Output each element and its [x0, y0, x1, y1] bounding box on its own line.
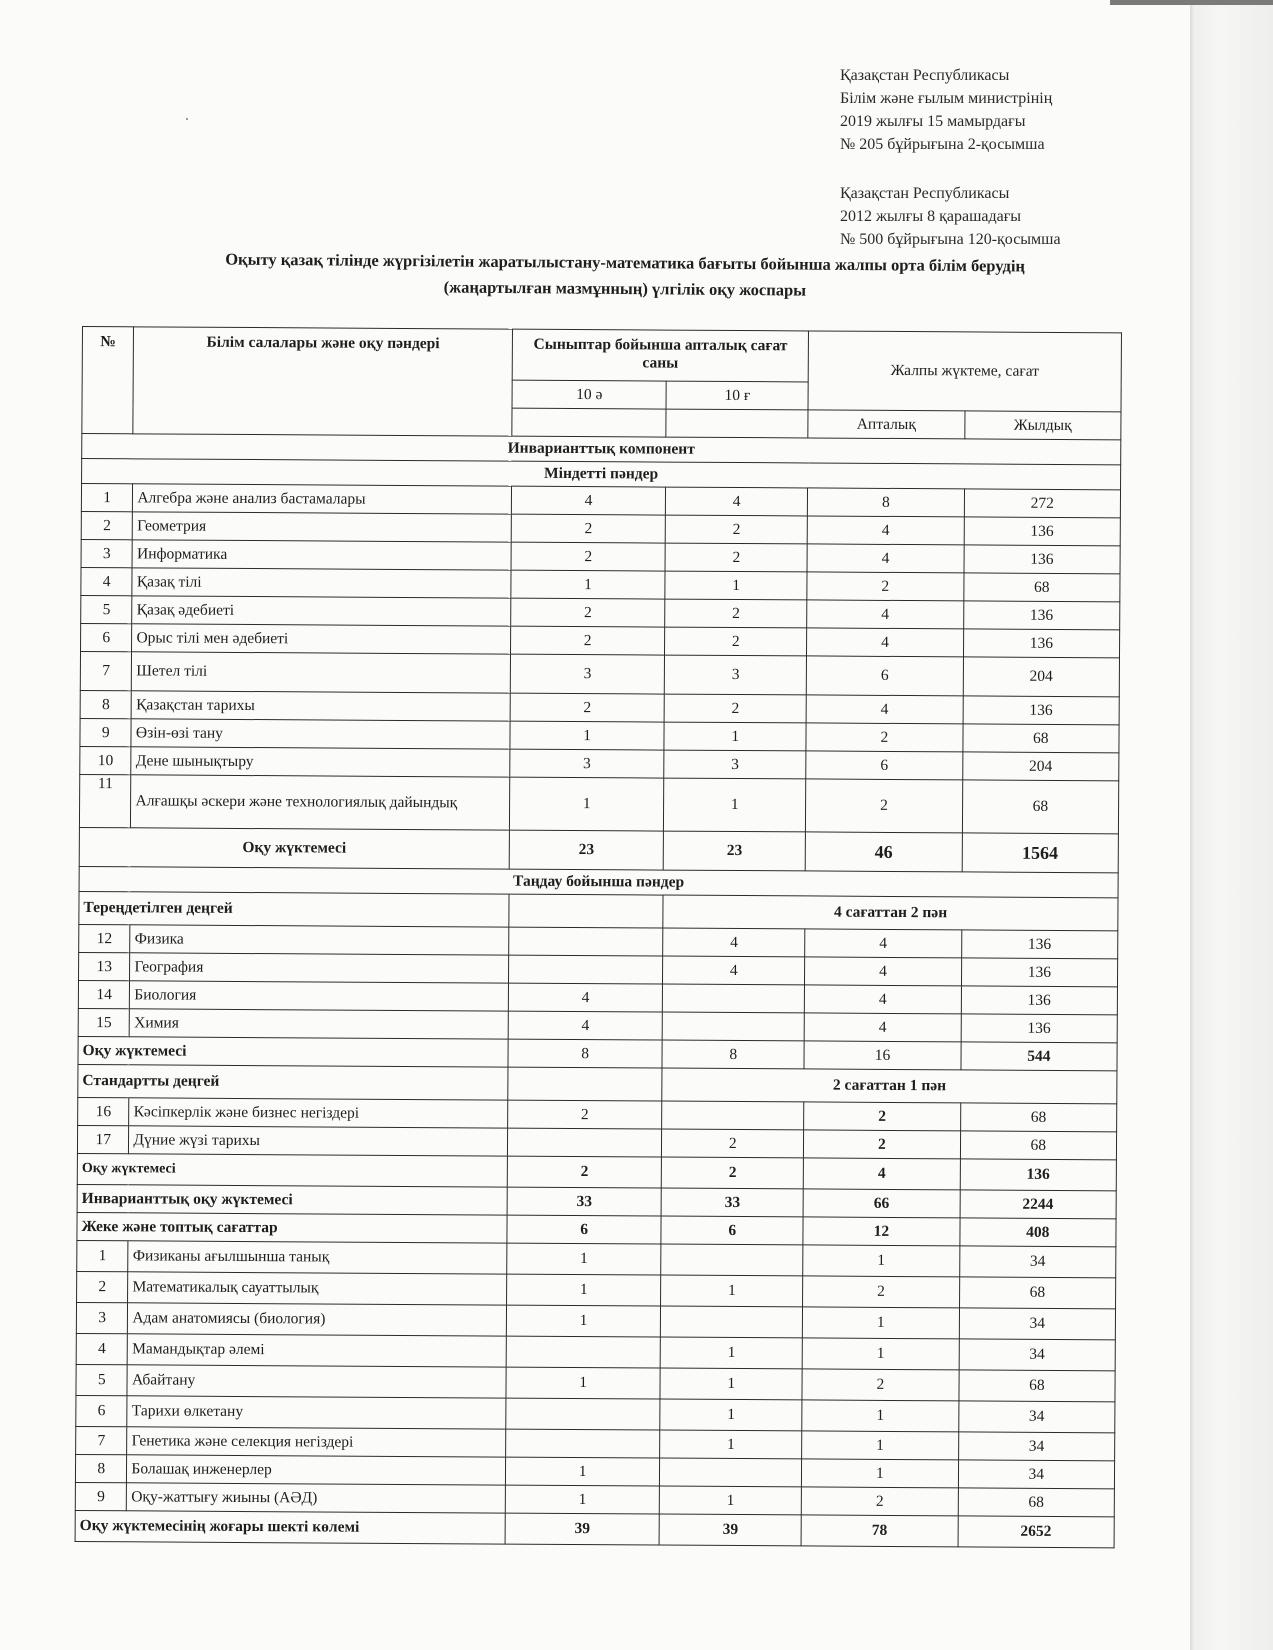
yearly-hours: 204 [962, 752, 1119, 781]
class-10a-hours: 4 [511, 486, 665, 515]
subject-name: Биология [130, 981, 509, 1011]
class-10g-hours: 3 [665, 655, 807, 695]
class-10g-total: 6 [661, 1216, 803, 1245]
standard-level-label: Стандартты деңгей [78, 1064, 508, 1100]
weekly-hours: 4 [807, 600, 964, 629]
subject-name: Орыс тілі мен әдебиеті [132, 624, 511, 654]
yearly-hours: 136 [961, 1014, 1118, 1043]
row-no: 13 [79, 952, 131, 980]
header-yearly: Жылдық [964, 411, 1121, 440]
class-10a-hours [506, 1398, 660, 1430]
scan-shadow [1110, 0, 1273, 5]
class-10g-total: 33 [661, 1188, 803, 1217]
yearly-hours: 34 [959, 1308, 1116, 1340]
weekly-hours: 2 [806, 723, 963, 752]
annex-note-2012 [840, 182, 1061, 251]
subject-name: Абайтану [127, 1365, 506, 1398]
class-10g-hours [661, 1244, 803, 1276]
yearly-total: 408 [959, 1218, 1116, 1247]
yearly-total: 544 [961, 1042, 1118, 1071]
row-no: 7 [76, 1426, 128, 1454]
mandatory-subjects-heading: Міндетті пәндер [82, 459, 1121, 490]
yearly-hours: 136 [963, 601, 1120, 630]
class-10a-total: 33 [507, 1187, 661, 1216]
row-no: 9 [80, 718, 132, 746]
weekly-hours: 2 [806, 779, 963, 833]
empty-cell [509, 894, 663, 928]
class-10a-hours: 1 [509, 777, 664, 831]
mandatory-total-row [79, 827, 1118, 872]
yearly-hours: 136 [964, 545, 1121, 574]
yearly-total: 1564 [962, 833, 1119, 873]
class-10a-hours: 2 [511, 598, 665, 627]
row-no: 12 [79, 924, 131, 952]
row-no: 9 [75, 1482, 127, 1510]
subject-name: Геометрия [133, 512, 512, 542]
class-10g-hours: 1 [660, 1337, 802, 1369]
class-10a-hours: 1 [506, 1305, 660, 1337]
class-10g-hours: 1 [661, 1275, 803, 1307]
weekly-hours: 1 [803, 1245, 960, 1277]
class-10a-hours: 1 [511, 570, 665, 599]
class-10a-hours: 3 [510, 749, 664, 778]
subject-name: Физиканы ағылшынша танық [128, 1241, 507, 1274]
subject-name: Мамандықтар әлемі [128, 1334, 507, 1367]
annex-line: № 500 бұйрығына 120-қосымша [840, 231, 1061, 248]
row-no: 17 [77, 1125, 129, 1153]
title-line-2: (жаңартылған мазмұнның) үлгілік оқу жоспары [443, 277, 807, 300]
subject-name: Қазақ әдебиеті [132, 596, 511, 626]
total-label: Оқу жүктемесі [79, 827, 509, 869]
class-10g-hours: 2 [665, 543, 807, 572]
weekly-hours: 8 [808, 488, 965, 517]
class-10g-hours: 4 [663, 928, 805, 957]
class-10g-hours: 3 [664, 750, 806, 779]
row-no: 10 [80, 746, 132, 774]
weekly-total: 46 [805, 832, 962, 872]
row-no: 14 [78, 980, 130, 1008]
yearly-hours: 68 [958, 1488, 1115, 1517]
yearly-hours: 34 [958, 1401, 1115, 1433]
title-line-1: Оқыту қазақ тілінде жүргізілетін жаратылыстану-математика бағыты бойынша жалпы орта білім берудің [225, 249, 1026, 276]
weekly-hours: 1 [802, 1400, 959, 1432]
class-10g-hours [662, 1101, 804, 1130]
yearly-hours: 68 [962, 780, 1119, 834]
weekly-hours: 6 [806, 656, 963, 696]
individual-group-label: Жеке және топтық сағаттар [77, 1212, 507, 1243]
class-10g-hours: 4 [663, 956, 805, 985]
header-subject: Білім салалары және оқу пәндері [133, 327, 512, 436]
weekly-hours: 1 [802, 1431, 959, 1460]
subject-name: Шетел тілі [132, 652, 511, 693]
class-10g-hours: 1 [660, 1368, 802, 1400]
class-10a-total: 6 [507, 1215, 661, 1244]
weekly-hours: 1 [802, 1338, 959, 1370]
subject-name: Алғашқы әскери және технологиялық дайындық [131, 775, 510, 830]
class-10g-hours: 2 [665, 515, 807, 544]
advanced-level-rule: 4 сағаттан 2 пән [663, 895, 1118, 931]
annex-line: 2012 жылғы 8 қарашадағы [840, 208, 1022, 225]
annex-note-2019 [840, 64, 1052, 156]
annex-line: Білім және ғылым министрінің [840, 90, 1053, 107]
empty-cell [666, 409, 808, 438]
class-10g-hours: 1 [664, 778, 806, 832]
class-10g-hours: 2 [665, 627, 807, 656]
row-no: 2 [77, 1271, 129, 1302]
header-class-10a: 10 ә [512, 380, 666, 409]
weekly-hours: 2 [807, 572, 964, 601]
empty-cell [508, 1067, 662, 1101]
class-10g-hours: 1 [665, 571, 807, 600]
weekly-hours: 4 [805, 929, 962, 958]
row-no: 8 [75, 1454, 127, 1482]
class-10a-total: 8 [508, 1039, 662, 1068]
yearly-hours: 136 [963, 696, 1120, 725]
header-class-10g: 10 ғ [666, 381, 808, 410]
class-10a-hours: 1 [507, 1243, 661, 1275]
weekly-hours: 4 [807, 544, 964, 573]
row-no: 3 [76, 1302, 128, 1333]
subject-name: Өзін-өзі тану [131, 719, 510, 749]
class-10a-hours: 1 [507, 1274, 661, 1306]
class-10a-hours [506, 1336, 660, 1368]
elective-subjects-heading: Таңдау бойынша пәндер [79, 866, 1118, 897]
weekly-hours: 4 [805, 985, 962, 1014]
weekly-hours: 2 [802, 1369, 959, 1401]
empty-cell [512, 408, 666, 437]
table-row [79, 774, 1118, 833]
max-load-label: Оқу жүктемесінің жоғары шекті көлемі [75, 1510, 505, 1544]
class-10g-total: 8 [662, 1040, 804, 1069]
class-10g-hours [661, 1306, 803, 1338]
yearly-hours: 272 [964, 489, 1121, 518]
class-10g-hours: 1 [660, 1486, 802, 1515]
weekly-hours: 1 [803, 1307, 960, 1339]
weekly-hours: 4 [804, 1013, 961, 1042]
annex-line: Қазақстан Республикасы [840, 67, 1010, 84]
subject-name: Адам анатомиясы (биология) [128, 1303, 507, 1336]
header-weekly-by-class: Сыныптар бойынша апталық сағат саны [512, 329, 809, 382]
weekly-hours: 2 [803, 1276, 960, 1308]
yearly-hours: 34 [958, 1432, 1115, 1461]
row-no: 3 [81, 539, 133, 567]
weekly-total: 78 [801, 1515, 958, 1547]
row-no: 16 [78, 1097, 130, 1125]
subject-name: Физика [130, 925, 509, 955]
row-no: 6 [76, 1395, 128, 1426]
scan-page-edge [1190, 0, 1273, 1650]
document-title [110, 246, 1140, 307]
class-10a-hours: 1 [510, 721, 664, 750]
weekly-total: 4 [803, 1158, 960, 1190]
weekly-total: 16 [804, 1041, 961, 1070]
yearly-hours: 68 [960, 1103, 1117, 1132]
class-10g-hours: 4 [666, 487, 808, 516]
class-10a-hours [508, 955, 662, 984]
class-10g-hours: 1 [660, 1430, 802, 1459]
subject-name: Болашақ инженерлер [127, 1455, 506, 1485]
yearly-hours: 68 [963, 573, 1120, 602]
weekly-hours: 4 [807, 516, 964, 545]
row-no: 2 [81, 511, 133, 539]
class-10g-hours: 1 [664, 722, 806, 751]
row-no: 1 [77, 1240, 129, 1271]
class-10g-hours [663, 984, 805, 1013]
class-10g-hours: 1 [660, 1399, 802, 1431]
row-no: 1 [81, 484, 133, 512]
yearly-hours: 204 [963, 657, 1120, 697]
subject-name: Қазақстан тарихы [132, 691, 511, 721]
row-no: 8 [80, 690, 132, 718]
class-10g-hours: 2 [665, 599, 807, 628]
subject-name: Химия [130, 1009, 509, 1039]
weekly-hours: 2 [804, 1130, 961, 1159]
weekly-hours: 4 [805, 957, 962, 986]
standard-level-rule: 2 сағаттан 1 пән [662, 1068, 1117, 1104]
class-10a-hours: 2 [508, 1100, 662, 1129]
subject-name: Қазақ тілі [132, 568, 511, 598]
curriculum-table [75, 326, 1122, 1548]
header-no: № [82, 327, 134, 434]
row-no: 15 [78, 1008, 130, 1036]
yearly-hours: 34 [959, 1246, 1116, 1278]
subject-name: Информатика [132, 540, 511, 570]
weekly-hours: 6 [806, 751, 963, 780]
weekly-hours: 2 [801, 1487, 958, 1516]
weekly-hours: 4 [807, 628, 964, 657]
max-load-row [75, 1510, 1114, 1547]
table-row [80, 651, 1119, 696]
weekly-hours: 4 [806, 695, 963, 724]
class-10g-hours: 2 [662, 1129, 804, 1158]
total-label: Оқу жүктемесі [77, 1153, 507, 1187]
row-no: 5 [76, 1364, 128, 1395]
yearly-hours: 68 [963, 724, 1120, 753]
total-label: Инварианттық оқу жүктемесі [77, 1184, 507, 1215]
yearly-hours: 68 [960, 1131, 1117, 1160]
class-10a-hours: 2 [511, 514, 665, 543]
weekly-hours: 2 [804, 1102, 961, 1131]
subject-name: Математикалық сауаттылық [128, 1272, 507, 1305]
class-10a-total: 23 [509, 830, 664, 870]
weekly-total: 12 [803, 1217, 960, 1246]
class-10a-hours: 1 [505, 1457, 659, 1486]
subject-name: Дене шынықтыру [131, 747, 510, 777]
yearly-total: 2652 [958, 1516, 1115, 1548]
scan-speck [186, 118, 188, 120]
row-no: 4 [81, 567, 133, 595]
class-10a-hours: 4 [508, 1011, 662, 1040]
row-no: 11 [79, 774, 131, 827]
class-10a-hours: 2 [510, 626, 664, 655]
yearly-total: 136 [960, 1159, 1117, 1191]
advanced-level-label: Тереңдетілген деңгей [79, 891, 509, 927]
row-no: 4 [76, 1333, 128, 1364]
class-10a-hours: 1 [506, 1367, 660, 1399]
yearly-hours: 136 [961, 986, 1118, 1015]
class-10a-hours: 2 [511, 542, 665, 571]
class-10a-hours: 2 [510, 693, 664, 722]
header-total-load: Жалпы жүктеме, сағат [808, 331, 1121, 412]
weekly-total: 66 [803, 1189, 960, 1218]
class-10a-total: 39 [505, 1513, 659, 1545]
header-weekly: Апталық [808, 410, 965, 439]
yearly-hours: 34 [959, 1339, 1116, 1371]
yearly-hours: 136 [963, 629, 1120, 658]
total-label: Оқу жүктемесі [78, 1036, 508, 1067]
subject-name: Тарихи өлкетану [127, 1396, 506, 1429]
header-row-1 [82, 327, 1121, 384]
yearly-hours: 68 [959, 1370, 1116, 1402]
class-10g-hours [660, 1458, 802, 1487]
yearly-hours: 136 [961, 958, 1118, 987]
class-10a-hours [506, 1429, 660, 1458]
class-10g-total: 2 [662, 1157, 804, 1189]
class-10a-hours: 1 [505, 1485, 659, 1514]
invariant-component-heading: Инварианттық компонент [82, 434, 1121, 465]
row-no: 6 [81, 623, 133, 651]
class-10g-total: 39 [659, 1514, 801, 1546]
subject-name: Генетика және селекция негіздері [127, 1427, 506, 1457]
annex-line: № 205 бұйрығына 2-қосымша [840, 136, 1045, 153]
class-10g-hours: 2 [664, 694, 806, 723]
class-10a-total: 2 [507, 1156, 661, 1188]
yearly-hours: 136 [961, 930, 1118, 959]
yearly-total: 2244 [960, 1190, 1117, 1219]
yearly-hours: 136 [964, 517, 1121, 546]
weekly-hours: 1 [802, 1459, 959, 1488]
subject-name: Алгебра және анализ бастамалары [133, 484, 512, 514]
subject-name: Кәсіпкерлік және бизнес негіздері [129, 1098, 508, 1128]
yearly-hours: 68 [959, 1277, 1116, 1309]
yearly-hours: 34 [958, 1460, 1115, 1489]
row-no: 7 [80, 651, 132, 690]
subject-name: Дүние жүзі тарихы [129, 1126, 508, 1156]
annex-line: Қазақстан Республикасы [840, 185, 1010, 202]
class-10a-hours: 3 [510, 654, 665, 694]
subject-name: География [130, 953, 509, 983]
subject-name: Оқу-жаттығу жиыны (АӘД) [127, 1483, 506, 1513]
row-no: 5 [81, 595, 133, 623]
class-10a-hours [509, 927, 663, 956]
annex-line: 2019 жылғы 15 мамырдағы [840, 113, 1026, 130]
class-10a-hours: 4 [508, 983, 662, 1012]
class-10g-total: 23 [663, 831, 805, 871]
class-10a-hours [507, 1128, 661, 1157]
class-10g-hours [662, 1012, 804, 1041]
